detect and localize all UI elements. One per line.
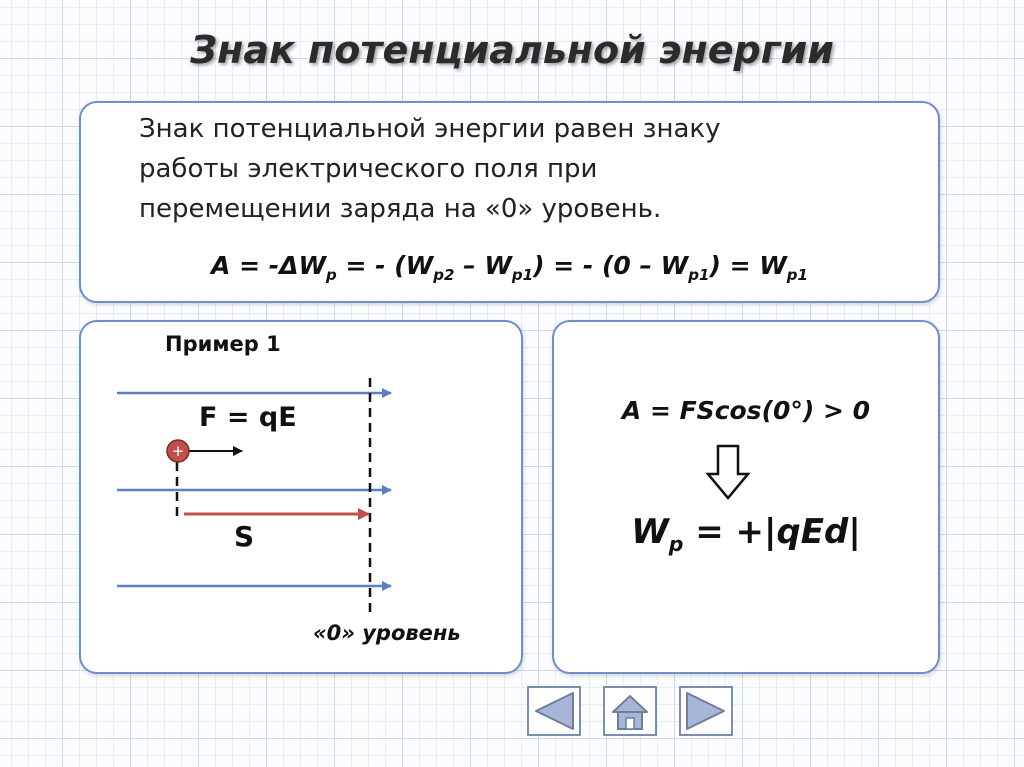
slide-title: Знак потенциальной энергии — [190, 28, 834, 72]
definition-line-1: Знак потенциальной энергии равен знаку — [139, 114, 721, 144]
field-diagram — [81, 322, 521, 672]
work-energy-formula — [81, 251, 938, 284]
wp-symbol: W — [631, 512, 669, 552]
definition-text — [139, 109, 899, 229]
wp-value: = +|qEd| — [683, 512, 861, 552]
force-label: F = qE — [199, 402, 297, 433]
work-formula: A = FScos(0°) > 0 — [621, 396, 871, 425]
forward-button[interactable] — [679, 686, 733, 736]
formula-part: ) = W — [709, 251, 787, 280]
back-button[interactable] — [527, 686, 581, 736]
formula-subscript: p2 — [433, 266, 455, 284]
result-box — [552, 320, 940, 674]
formula-subscript: p1 — [688, 266, 710, 284]
formula-part: – W — [454, 251, 512, 280]
charge-sign: + — [171, 442, 185, 460]
home-button[interactable] — [603, 686, 657, 736]
wp-subscript: p — [668, 531, 684, 556]
potential-energy-result — [554, 512, 938, 556]
implies-arrow-icon — [554, 322, 938, 672]
example-box — [79, 320, 523, 674]
arrow-left-icon — [529, 688, 579, 734]
definition-line-3: перемещении заряда на «0» уровень. — [139, 194, 662, 224]
zero-level-label: «0» уровень — [313, 621, 461, 645]
formula-part: = - (W — [336, 251, 434, 280]
definition-line-2: работы электрического поля при — [139, 154, 598, 184]
definition-box — [79, 101, 940, 303]
arrow-right-icon — [681, 688, 731, 734]
formula-subscript: p — [326, 266, 337, 284]
example-title: Пример 1 — [165, 332, 281, 356]
formula-part: A = -ΔW — [211, 251, 327, 280]
formula-subscript: p1 — [511, 266, 534, 284]
displacement-label: S — [234, 520, 255, 553]
formula-part: ) = - (0 – W — [533, 251, 689, 280]
formula-subscript: p1 — [786, 266, 808, 284]
home-icon — [605, 688, 655, 734]
